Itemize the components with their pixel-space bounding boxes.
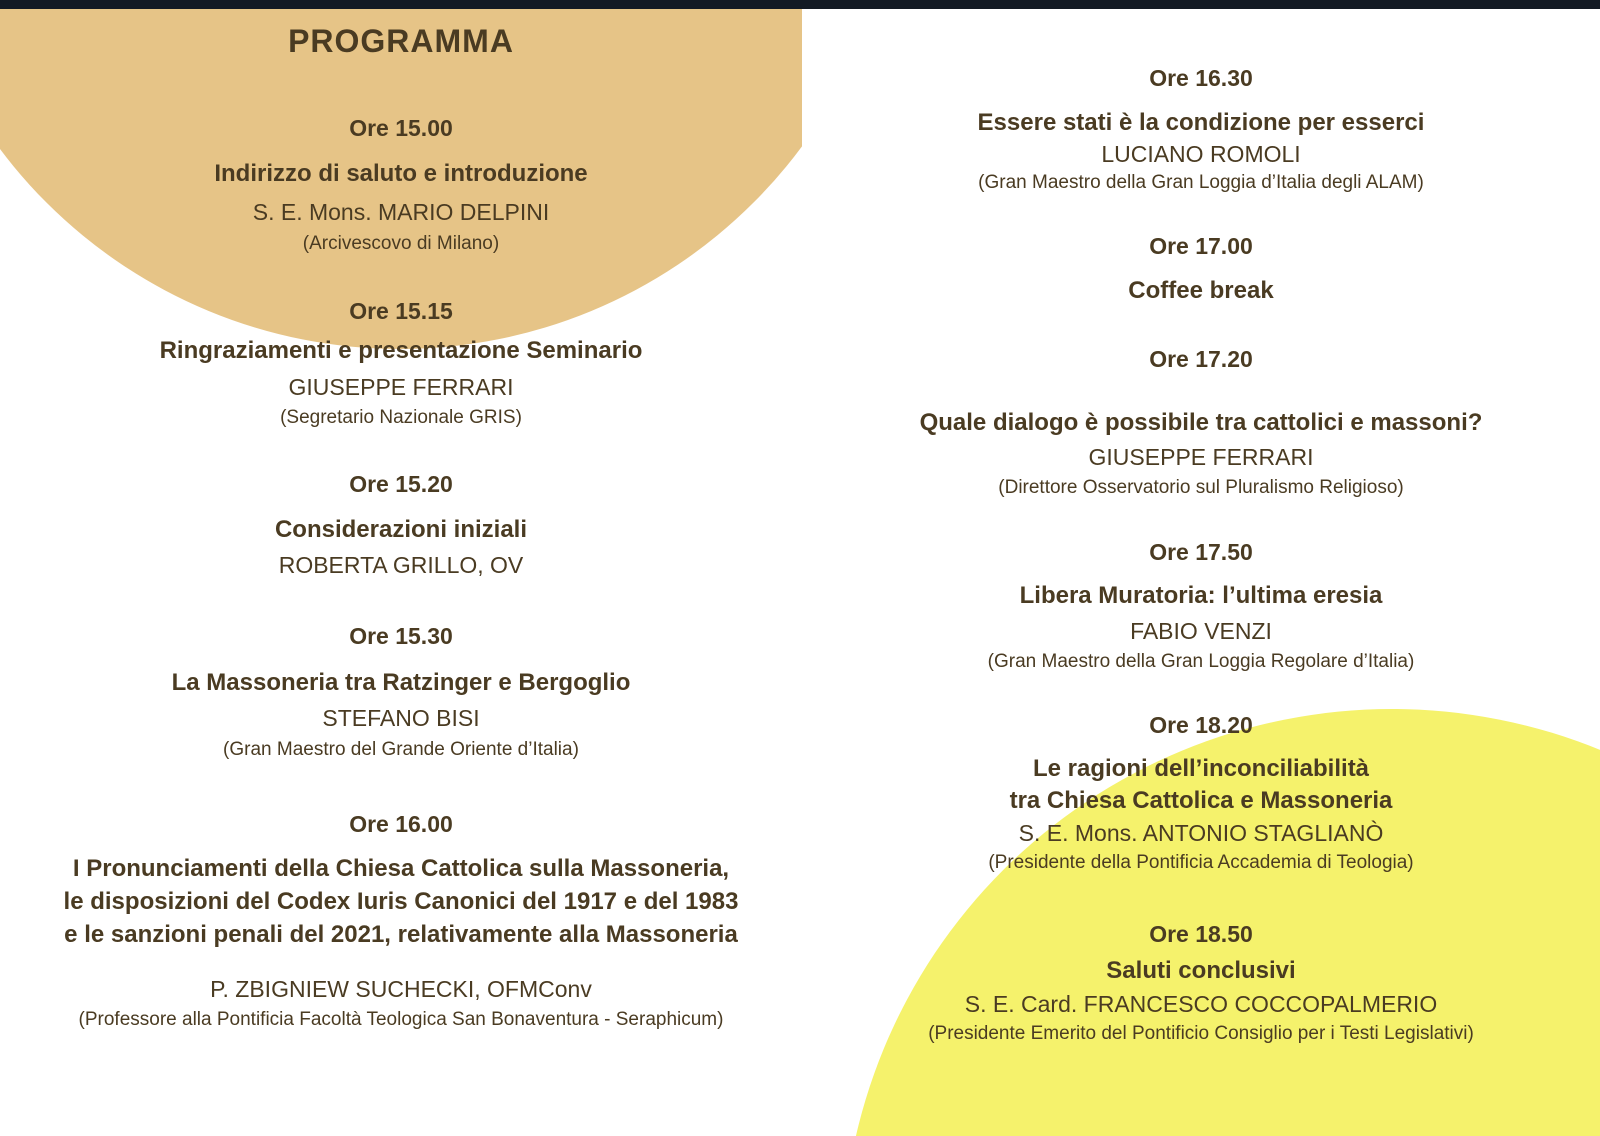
left-panel: [0, 9, 802, 1136]
session-time: Ore 15.00: [349, 115, 453, 141]
speaker-role: (Presidente della Pontificia Accademia di Teologia): [988, 852, 1414, 873]
session-time: Ore 15.15: [349, 298, 453, 324]
session-time: Ore 17.00: [1149, 233, 1253, 259]
session-title: Saluti conclusivi: [1106, 957, 1296, 984]
session-title-line: tra Chiesa Cattolica e Massoneria: [1009, 787, 1393, 814]
session-title: Coffee break: [1128, 277, 1274, 304]
speaker-name: S. E. Mons. ANTONIO STAGLIANÒ: [1018, 820, 1384, 846]
speaker-role: (Gran Maestro della Gran Loggia d’Italia degli ALAM): [978, 172, 1424, 193]
session-time: Ore 17.50: [1149, 539, 1253, 565]
speaker-role: (Gran Maestro della Gran Loggia Regolare d’Italia): [987, 651, 1415, 672]
session-title-line: I Pronunciamenti della Chiesa Cattolica sulla Massoneria,: [72, 855, 730, 882]
speaker-name: ROBERTA GRILLO, OV: [278, 552, 524, 578]
speaker-name: GIUSEPPE FERRARI: [1088, 444, 1314, 470]
speaker-name: S. E. Mons. MARIO DELPINI: [252, 199, 550, 225]
speaker-name: STEFANO BISI: [322, 705, 480, 731]
speaker-role: (Arcivescovo di Milano): [302, 233, 500, 254]
session-title: Libera Muratoria: l’ultima eresia: [1019, 582, 1383, 609]
session-time: Ore 16.30: [1149, 65, 1253, 91]
program-title: PROGRAMMA: [288, 23, 514, 59]
session-title-line: Le ragioni dell’inconciliabilità: [1032, 755, 1370, 782]
speaker-name: S. E. Card. FRANCESCO COCCOPALMERIO: [964, 991, 1438, 1017]
speaker-role: (Gran Maestro del Grande Oriente d’Italia): [223, 739, 579, 760]
session-time: Ore 16.00: [349, 811, 453, 837]
speaker-name: GIUSEPPE FERRARI: [288, 374, 514, 400]
session-title: Essere stati è la condizione per esserci: [977, 109, 1425, 136]
speaker-role: (Direttore Osservatorio sul Pluralismo Religioso): [998, 477, 1404, 498]
speaker-name: LUCIANO ROMOLI: [1101, 141, 1301, 167]
session-time: Ore 18.50: [1149, 921, 1253, 947]
session-title: Ringraziamenti e presentazione Seminario: [159, 337, 643, 364]
speaker-role: (Presidente Emerito del Pontificio Consiglio per i Testi Legislativi): [928, 1023, 1474, 1044]
speaker-role: (Segretario Nazionale GRIS): [280, 407, 522, 428]
speaker-role: (Professore alla Pontificia Facoltà Teologica San Bonaventura - Seraphicum): [78, 1009, 724, 1030]
left-column: [0, 9, 802, 1136]
session-time: Ore 18.20: [1149, 712, 1253, 738]
session-title-line: le disposizioni del Codex Iuris Canonici del 1917 e del 1983: [63, 888, 739, 915]
speaker-name: P. ZBIGNIEW SUCHECKI, OFMConv: [210, 976, 592, 1002]
session-title: Indirizzo di saluto e introduzione: [214, 160, 588, 187]
session-time: Ore 17.20: [1149, 346, 1253, 372]
right-panel: [802, 9, 1600, 1136]
session-title-line: e le sanzioni penali del 2021, relativamente alla Massoneria: [64, 921, 738, 948]
session-time: Ore 15.30: [349, 623, 453, 649]
right-column: [802, 9, 1600, 1136]
speaker-name: FABIO VENZI: [1130, 618, 1272, 644]
session-title: Quale dialogo è possibile tra cattolici e massoni?: [919, 409, 1483, 436]
session-title: La Massoneria tra Ratzinger e Bergoglio: [171, 669, 631, 696]
session-time: Ore 15.20: [349, 471, 453, 497]
session-title: Considerazioni iniziali: [274, 516, 528, 543]
